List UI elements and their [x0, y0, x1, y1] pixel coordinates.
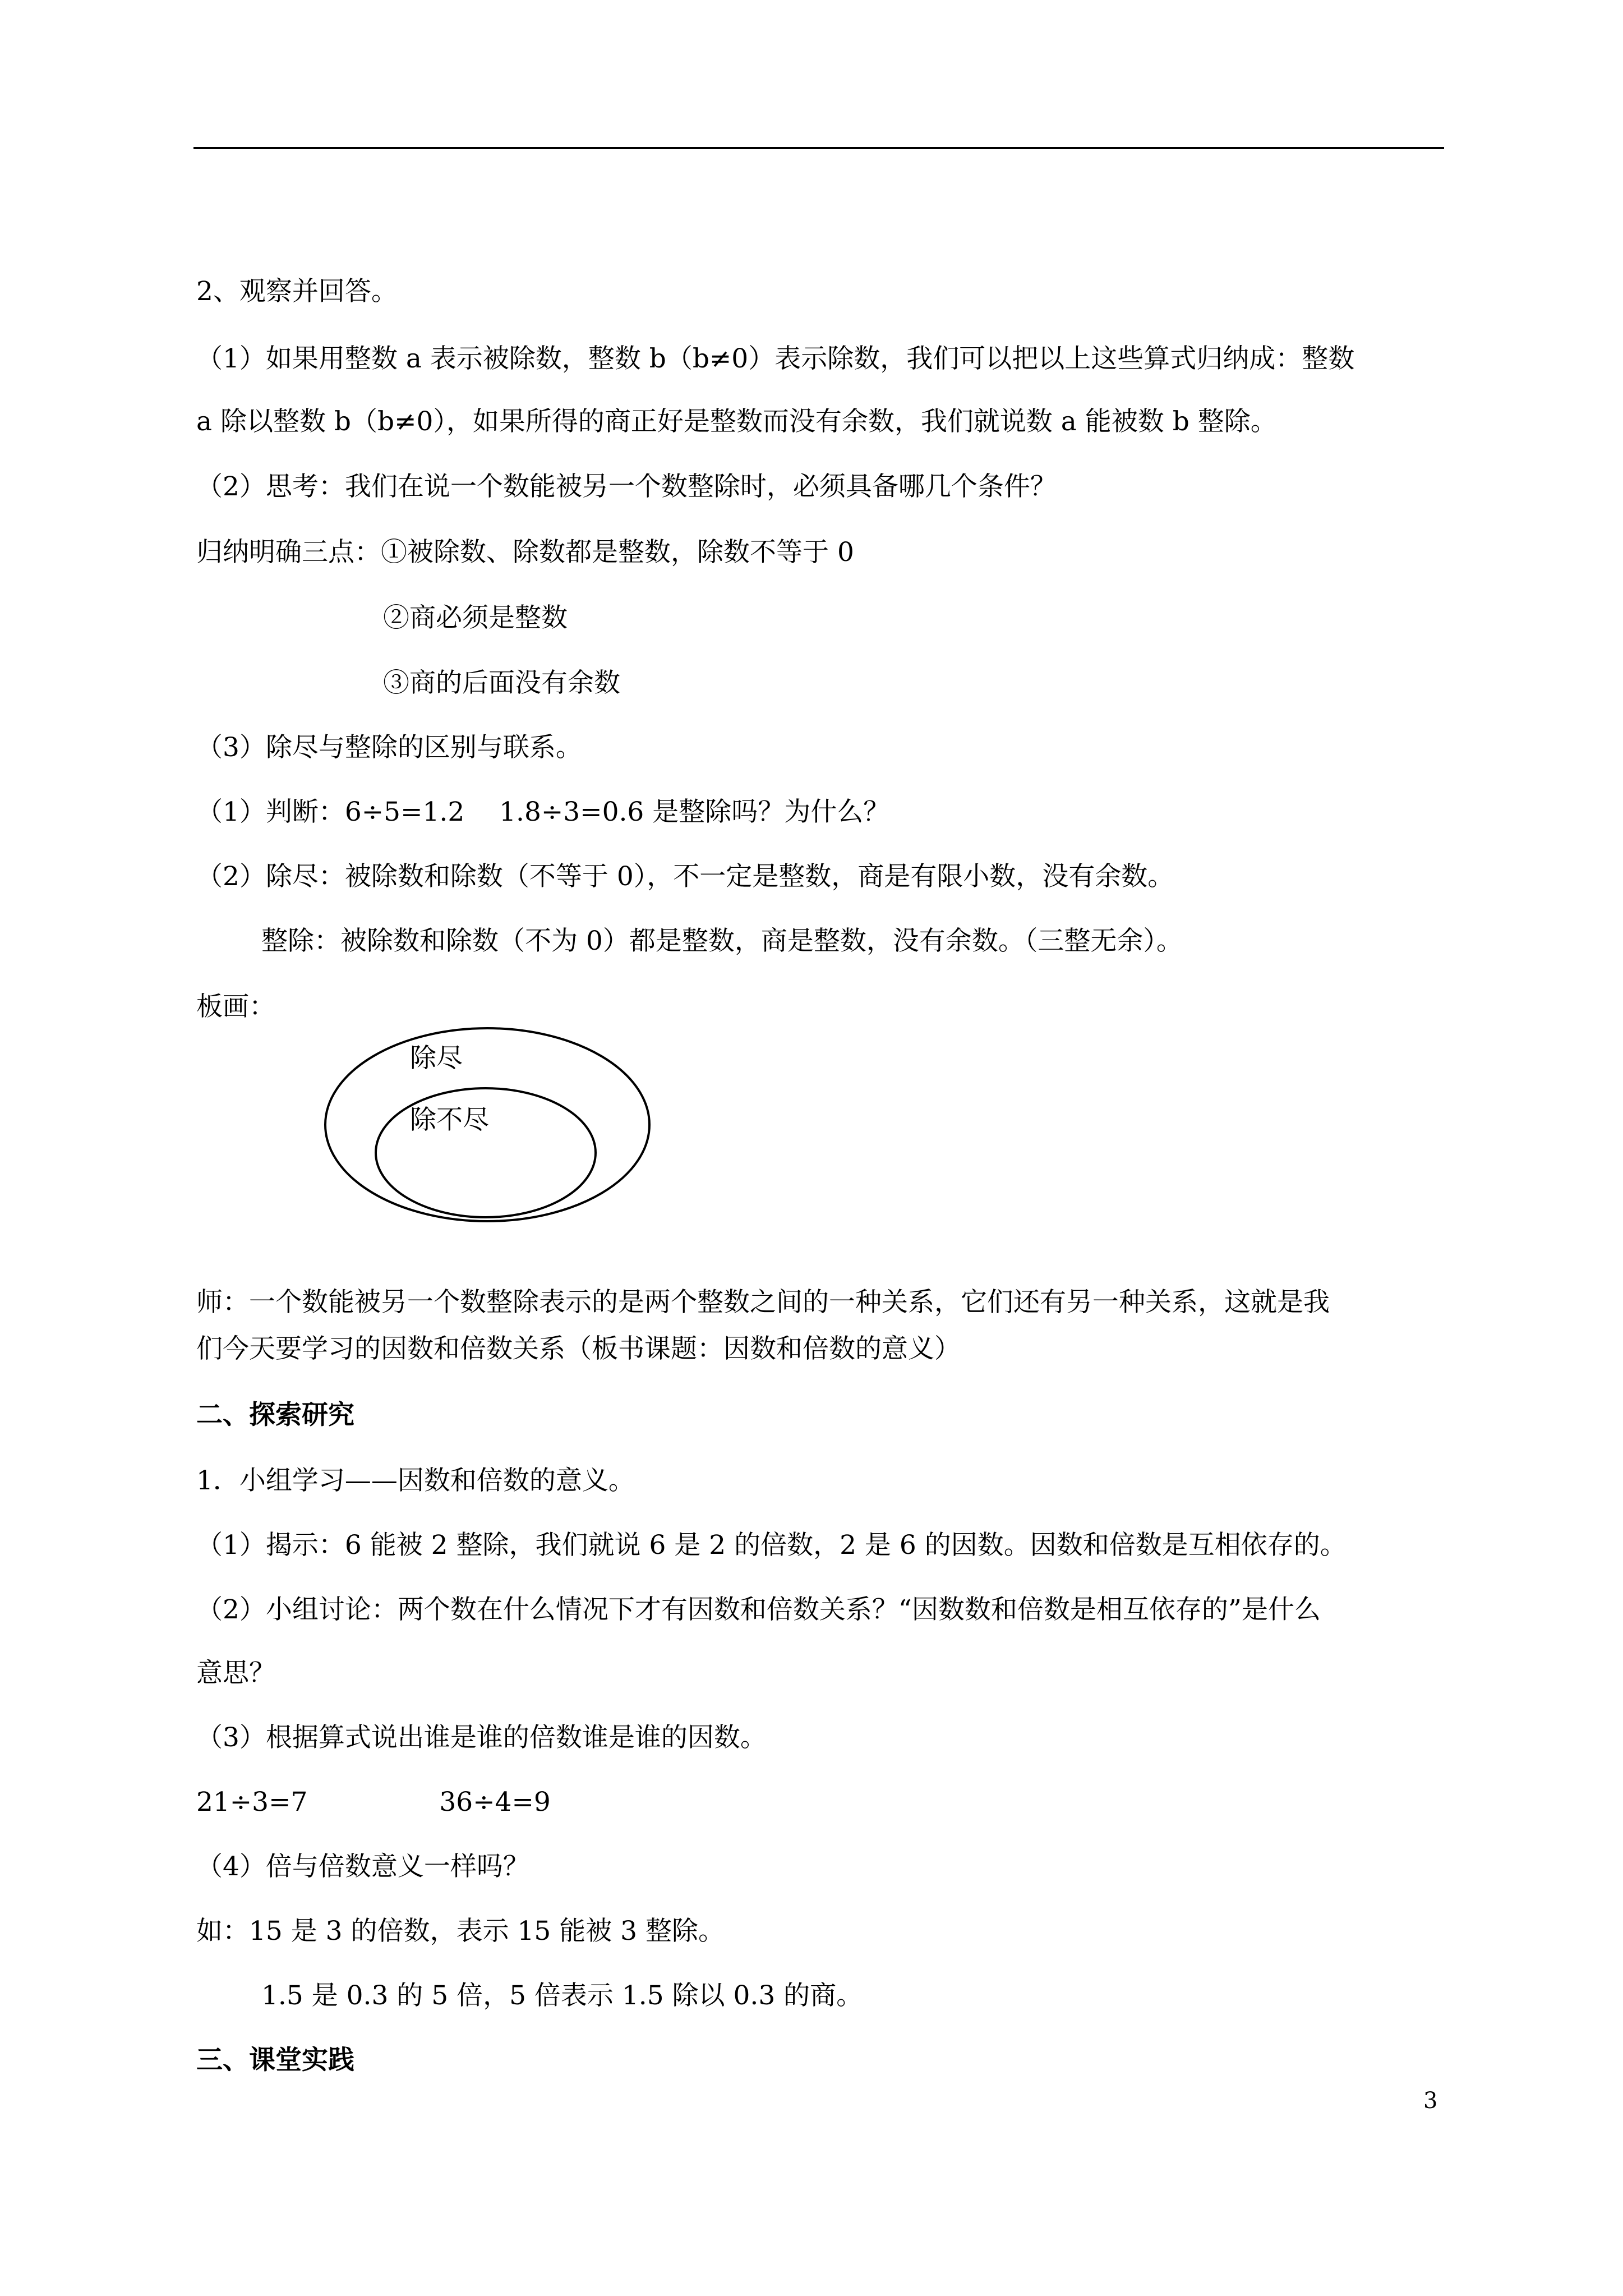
paragraph-line: ③商的后面没有余数: [383, 668, 620, 698]
paragraph-line: （1）揭示：6 能被 2 整除，我们就说 6 是 2 的倍数，2 是 6 的因数。因数和倍数是互相依存的。: [196, 1530, 1347, 1561]
paragraph-line: ②商必须是整数: [383, 602, 568, 633]
paragraph-line: 们今天要学习的因数和倍数关系（板书课题：因数和倍数的意义）: [196, 1333, 961, 1364]
paragraph-line: 整除：被除数和除数（不为 0）都是整数，商是整数，没有余数。（三整无余）。: [261, 926, 1183, 956]
header-rule: [193, 147, 1444, 149]
paragraph-line: （2）小组讨论：两个数在什么情况下才有因数和倍数关系？“因数数和倍数是相互依存的”是什么: [196, 1594, 1321, 1625]
paragraph-line: 师：一个数能被另一个数整除表示的是两个整数之间的一种关系，它们还有另一种关系，这就是我: [196, 1287, 1330, 1318]
inner-ellipse-label: 除不尽: [410, 1105, 489, 1135]
paragraph-line: 1．小组学习——因数和倍数的意义。: [196, 1465, 635, 1496]
paragraph-line: （3）根据算式说出谁是谁的倍数谁是谁的因数。: [196, 1722, 767, 1753]
section-question-2: 2、观察并回答。: [196, 276, 398, 307]
paragraph-line: （1）判断：6÷5=1.2 1.8÷3=0.6 是整除吗？为什么？: [196, 797, 890, 827]
paragraph-line: 如：15 是 3 的倍数，表示 15 能被 3 整除。: [196, 1916, 725, 1947]
paragraph-line: a 除以整数 b（b≠0），如果所得的商正好是整数而没有余数，我们就说数 a 能被数 b 整除。: [196, 406, 1277, 437]
section-heading: 三、课堂实践: [196, 2045, 354, 2076]
paragraph-line: 1.5 是 0.3 的 5 倍，5 倍表示 1.5 除以 0.3 的商。: [261, 1980, 863, 2011]
paragraph-line: （2）思考：我们在说一个数能被另一个数整除时，必须具备哪几个条件？: [196, 471, 1057, 502]
paragraph-line: （3）除尽与整除的区别与联系。: [196, 732, 582, 763]
paragraph-line: 21÷3=7 36÷4=9: [196, 1787, 551, 1818]
paragraph-line: （4）倍与倍数意义一样吗？: [196, 1851, 529, 1882]
page-number: 3: [1423, 2088, 1438, 2114]
paragraph-line: 归纳明确三点：①被除数、除数都是整数，除数不等于 0: [196, 537, 854, 568]
section-heading: 二、探索研究: [196, 1400, 354, 1430]
set-diagram: [322, 1018, 659, 1231]
outer-ellipse-label: 除尽: [410, 1043, 463, 1074]
paragraph-line: （1）如果用整数 a 表示被除数，整数 b（b≠0）表示除数，我们可以把以上这些算式归纳成：整数: [196, 343, 1355, 374]
paragraph-line: （2）除尽：被除数和除数（不等于 0），不一定是整数，商是有限小数，没有余数。: [196, 861, 1174, 892]
paragraph-line: 板画：: [196, 991, 275, 1022]
ellipse-diagram: [322, 1018, 659, 1231]
paragraph-line: 意思？: [196, 1658, 275, 1688]
